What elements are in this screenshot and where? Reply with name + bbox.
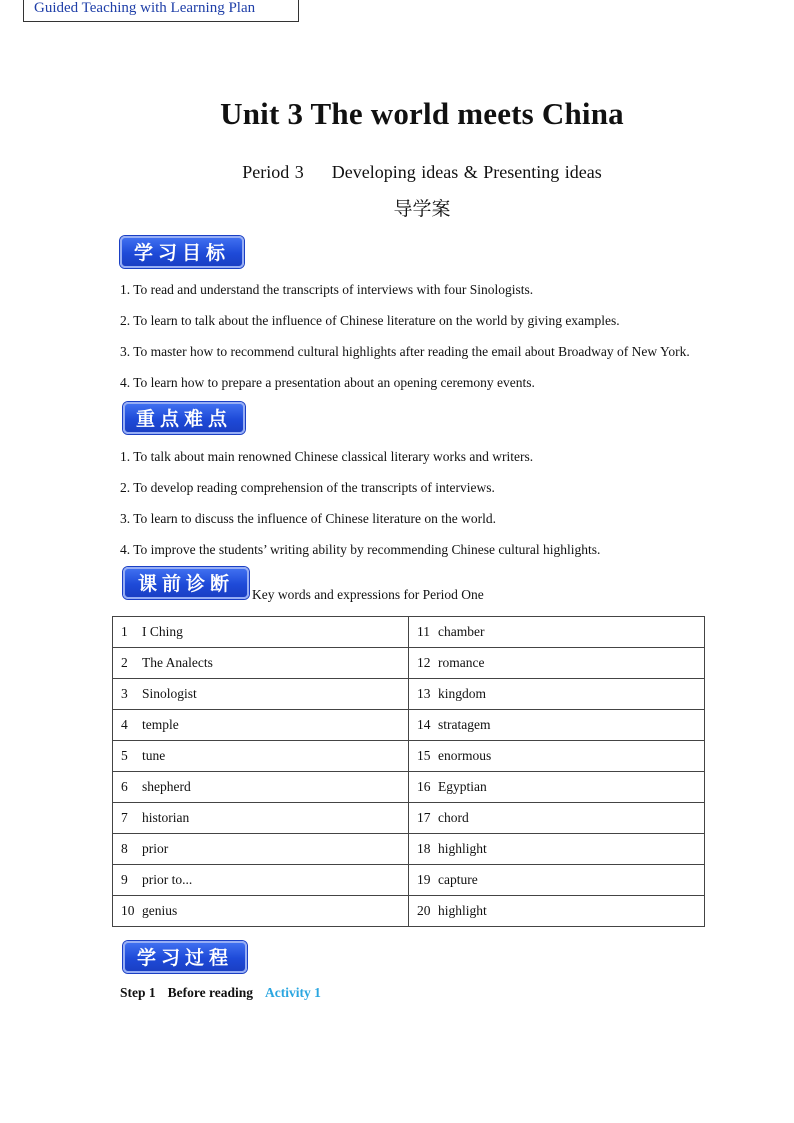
vocab-word: tune	[142, 748, 166, 763]
process-badge: 学习过程	[123, 941, 247, 973]
vocab-number: 1	[121, 624, 128, 639]
vocab-number: 20	[417, 903, 431, 918]
vocab-number: 15	[417, 748, 431, 763]
vocab-number: 11	[417, 624, 430, 639]
vocab-word: kingdom	[438, 686, 487, 701]
table-row	[113, 834, 705, 865]
table-cell	[113, 834, 409, 865]
vocab-number: 13	[417, 686, 431, 701]
table-row	[113, 710, 705, 741]
table-row	[113, 679, 705, 710]
table-row	[113, 772, 705, 803]
vocab-number: 16	[417, 779, 431, 794]
table-row	[113, 865, 705, 896]
page-title: Unit 3 The world meets China	[220, 96, 624, 131]
list-item: 4. To learn how to prepare a presentation about an opening ceremony events.	[120, 375, 535, 390]
vocab-number: 6	[121, 779, 128, 794]
vocab-word: I Ching	[142, 624, 183, 639]
list-item: 2. To learn to talk about the influence of Chinese literature on the world by giving examples.	[120, 313, 620, 328]
table-cell	[113, 865, 409, 896]
period-label: Period 3	[242, 162, 304, 182]
table-cell	[113, 803, 409, 834]
vocab-number: 4	[121, 717, 128, 732]
table-cell	[409, 896, 705, 927]
vocab-caption: Key words and expressions for Period One	[252, 587, 484, 602]
activity-label: Activity 1	[265, 985, 321, 1000]
table-cell	[409, 772, 705, 803]
step-heading	[120, 985, 321, 1001]
vocab-word: shepherd	[142, 779, 191, 794]
key-points-list	[120, 447, 600, 571]
vocab-word: romance	[438, 655, 485, 670]
vocab-word: chord	[438, 810, 469, 825]
vocab-word: The Analects	[142, 655, 213, 670]
vocab-number: 3	[121, 686, 128, 701]
objectives-badge: 学习目标	[120, 236, 244, 268]
table-cell	[113, 679, 409, 710]
table-cell	[113, 710, 409, 741]
vocab-number: 19	[417, 872, 431, 887]
table-cell	[113, 648, 409, 679]
vocab-word: Sinologist	[142, 686, 197, 701]
vocab-word: prior to...	[142, 872, 193, 887]
vocab-word: highlight	[438, 903, 487, 918]
table-cell	[409, 648, 705, 679]
vocab-word: prior	[142, 841, 169, 856]
vocab-number: 9	[121, 872, 128, 887]
vocab-number: 12	[417, 655, 431, 670]
table-cell	[409, 710, 705, 741]
vocab-number: 2	[121, 655, 128, 670]
diagnosis-badge: 课前诊断	[123, 567, 249, 599]
vocab-number: 7	[121, 810, 128, 825]
vocab-number: 5	[121, 748, 128, 763]
vocab-number: 10	[121, 903, 135, 918]
table-cell	[113, 896, 409, 927]
list-item: 3. To learn to discuss the influence of Chinese literature on the world.	[120, 511, 496, 526]
vocab-number: 8	[121, 841, 128, 856]
vocab-number: 14	[417, 717, 431, 732]
table-cell	[409, 679, 705, 710]
vocab-word: capture	[438, 872, 478, 887]
document-tag: Guided Teaching with Learning Plan	[23, 0, 299, 22]
table-cell	[409, 741, 705, 772]
step-number: Step 1	[120, 985, 156, 1000]
list-item: 1. To read and understand the transcripts of interviews with four Sinologists.	[120, 282, 534, 297]
key-points-badge: 重点难点	[123, 402, 245, 434]
list-item: 1. To talk about main renowned Chinese classical literary works and writers.	[120, 449, 534, 464]
page-subtitle-cn: 导学案	[393, 198, 451, 220]
list-item: 4. To improve the students’ writing ability by recommending Chinese cultural highlights.	[120, 542, 601, 557]
list-item: 3. To master how to recommend cultural highlights after reading the email about Broadway of New York.	[120, 344, 690, 359]
table-row	[113, 741, 705, 772]
vocab-word: highlight	[438, 841, 487, 856]
period-topic: Developing ideas & Presenting ideas	[331, 162, 602, 182]
vocab-word: enormous	[438, 748, 492, 763]
vocab-table	[112, 616, 705, 927]
table-cell	[409, 834, 705, 865]
step-title: Before reading	[167, 985, 254, 1000]
vocab-word: Egyptian	[438, 779, 487, 794]
table-cell	[113, 772, 409, 803]
vocab-number: 17	[417, 810, 431, 825]
table-cell	[113, 741, 409, 772]
vocab-number: 18	[417, 841, 431, 856]
table-cell	[409, 803, 705, 834]
objectives-list	[120, 280, 690, 404]
table-row	[113, 648, 705, 679]
vocab-word: genius	[142, 903, 178, 918]
table-row	[113, 803, 705, 834]
table-row	[113, 896, 705, 927]
table-cell	[409, 617, 705, 648]
vocab-word: historian	[142, 810, 190, 825]
page-subtitle	[0, 162, 794, 183]
vocab-word: stratagem	[438, 717, 491, 732]
table-cell	[113, 617, 409, 648]
table-cell	[409, 865, 705, 896]
list-item: 2. To develop reading comprehension of the transcripts of interviews.	[120, 480, 495, 495]
table-row	[113, 617, 705, 648]
vocab-word: chamber	[438, 624, 485, 639]
vocab-word: temple	[142, 717, 179, 732]
